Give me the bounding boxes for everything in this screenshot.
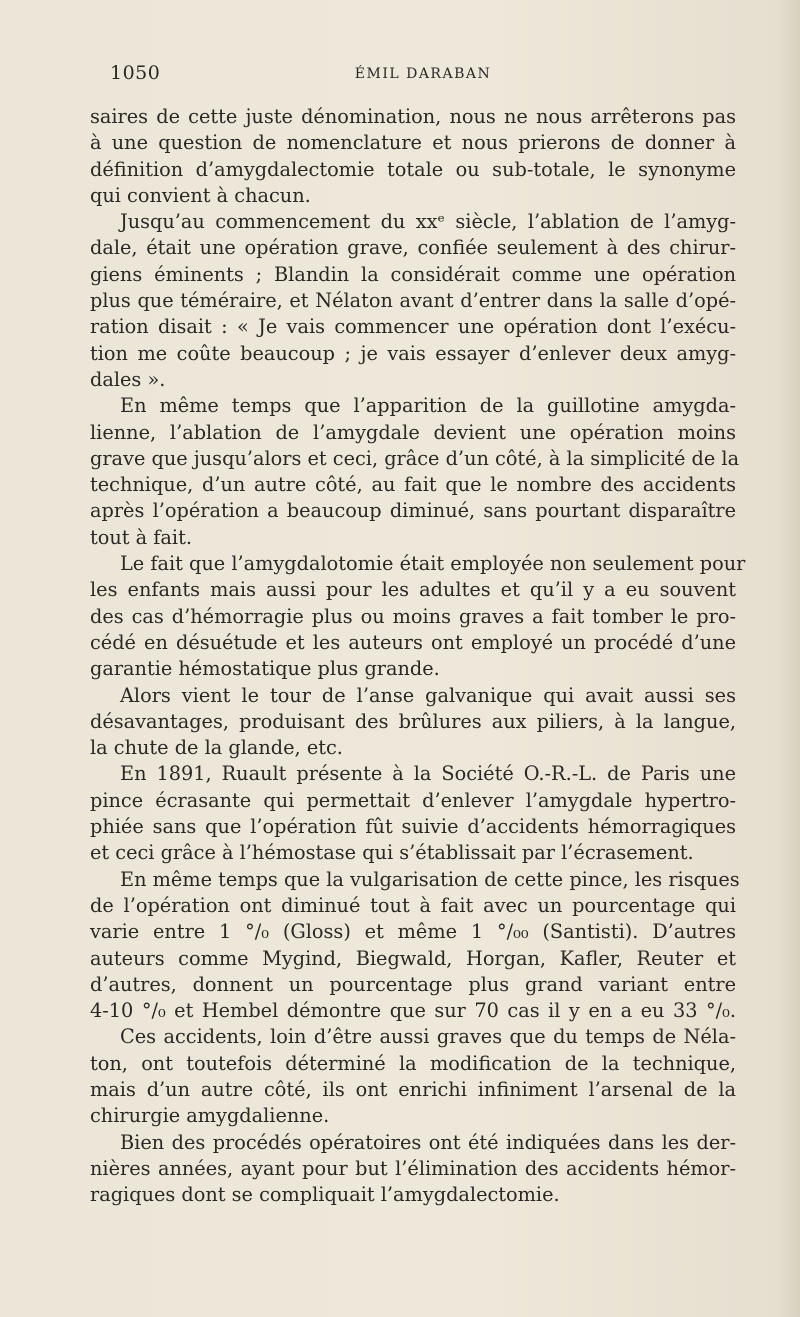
text-line: Alors vient le tour de l’anse galvanique qui avait aussi ses [120,683,736,707]
text-line: après l’opération a beaucoup diminué, sans pourtant disparaître [90,499,736,523]
text-line: qui convient à chacun. [90,183,311,207]
text-line: Ces accidents, loin d’être aussi graves que du temps de Néla- [120,1025,736,1049]
text-line: saires de cette juste dénomination, nous ne nous arrêterons pas [90,105,736,128]
text-line: des cas d’hémorragie plus ou moins graves a fait tomber le pro- [90,604,736,628]
text-line: nières années, ayant pour but l’élimination des accidents hémor- [90,1156,736,1180]
text-line: En même temps que la vulgarisation de cette pince, les risques [120,867,740,891]
text-line: de l’opération ont diminué tout à fait avec un pourcentage qui [90,893,736,917]
text-line: plus que téméraire, et Nélaton avant d’entrer dans la salle d’opé- [90,289,736,313]
page-number: 1050 [110,62,161,84]
text-line: technique, d’un autre côté, au fait que le nombre des accidents [90,473,736,497]
text-line: varie entre 1 °/₀ (Gloss) et même 1 °/₀₀ (Santisti). D’autres [90,920,736,944]
text-line: à une question de nomenclature et nous prierons de donner à [90,131,736,155]
text-line: auteurs comme Mygind, Biegwald, Horgan, Kafler, Reuter et [90,946,736,970]
text-line: désavantages, produisant des brûlures aux piliers, à la langue, [90,709,736,733]
text-line: Bien des procédés opératoires ont été indiquées dans les der- [120,1130,736,1154]
text-line: En même temps que l’apparition de la guillotine amygda- [120,394,736,418]
text-line: cédé en désuétude et les auteurs ont employé un procédé d’une [90,630,736,654]
text-line: et ceci grâce à l’hémostase qui s’établissait par l’écrasement. [90,841,694,865]
text-line: dale, était une opération grave, confiée seulement à des chirur- [90,236,736,260]
text-line: 4-10 °/₀ et Hembel démontre que sur 70 cas il y en a eu 33 °/₀. [90,999,736,1023]
text-line: dales ». [90,367,166,391]
text-line: d’autres, donnent un pourcentage plus grand variant entre [90,972,736,996]
text-line: définition d’amygdalectomie totale ou sub-totale, le synonyme [90,157,736,181]
text-line: mais d’un autre côté, ils ont enrichi infiniment l’arsenal de la [90,1077,736,1101]
text-line: ration disait : « Je vais commencer une opération dont l’exécu- [90,315,736,339]
text-line: En 1891, Ruault présente à la Société O.-R.-L. de Paris une [120,762,736,786]
page-header [110,62,736,86]
text-line: grave que jusqu’alors et ceci, grâce d’un côté, à la simplicité de la [90,446,740,470]
text-line: ton, ont toutefois déterminé la modification de la technique, [90,1051,736,1075]
text-line: giens éminents ; Blandin la considérait comme une opération [90,262,736,286]
text-line: pince écrasante qui permettait d’enlever l’amygdale hypertro- [90,788,736,812]
text-line: Jusqu’au commencement du xxᵉ siècle, l’ablation de l’amyg- [120,210,736,234]
text-line: phiée sans que l’opération fût suivie d’accidents hémorragiques [90,815,736,839]
text-line: chirurgie amygdalienne. [90,1104,330,1128]
text-line: tion me coûte beaucoup ; je vais essayer d’enlever deux amyg- [90,341,736,365]
text-line: garantie hémostatique plus grande. [90,657,440,681]
body-text [90,104,746,1208]
text-line: tout à fait. [90,525,192,549]
text-line: lienne, l’ablation de l’amygdale devient une opération moins [90,420,736,444]
text-line: la chute de la glande, etc. [90,736,343,760]
text-line: ragiques dont se compliquait l’amygdalectomie. [90,1183,560,1207]
text-line: Le fait que l’amygdalotomie était employée non seulement pour [120,552,746,576]
text-line: les enfants mais aussi pour les adultes et qu’il y a eu souvent [90,578,736,602]
running-head: ÉMIL DARABAN [354,66,492,82]
